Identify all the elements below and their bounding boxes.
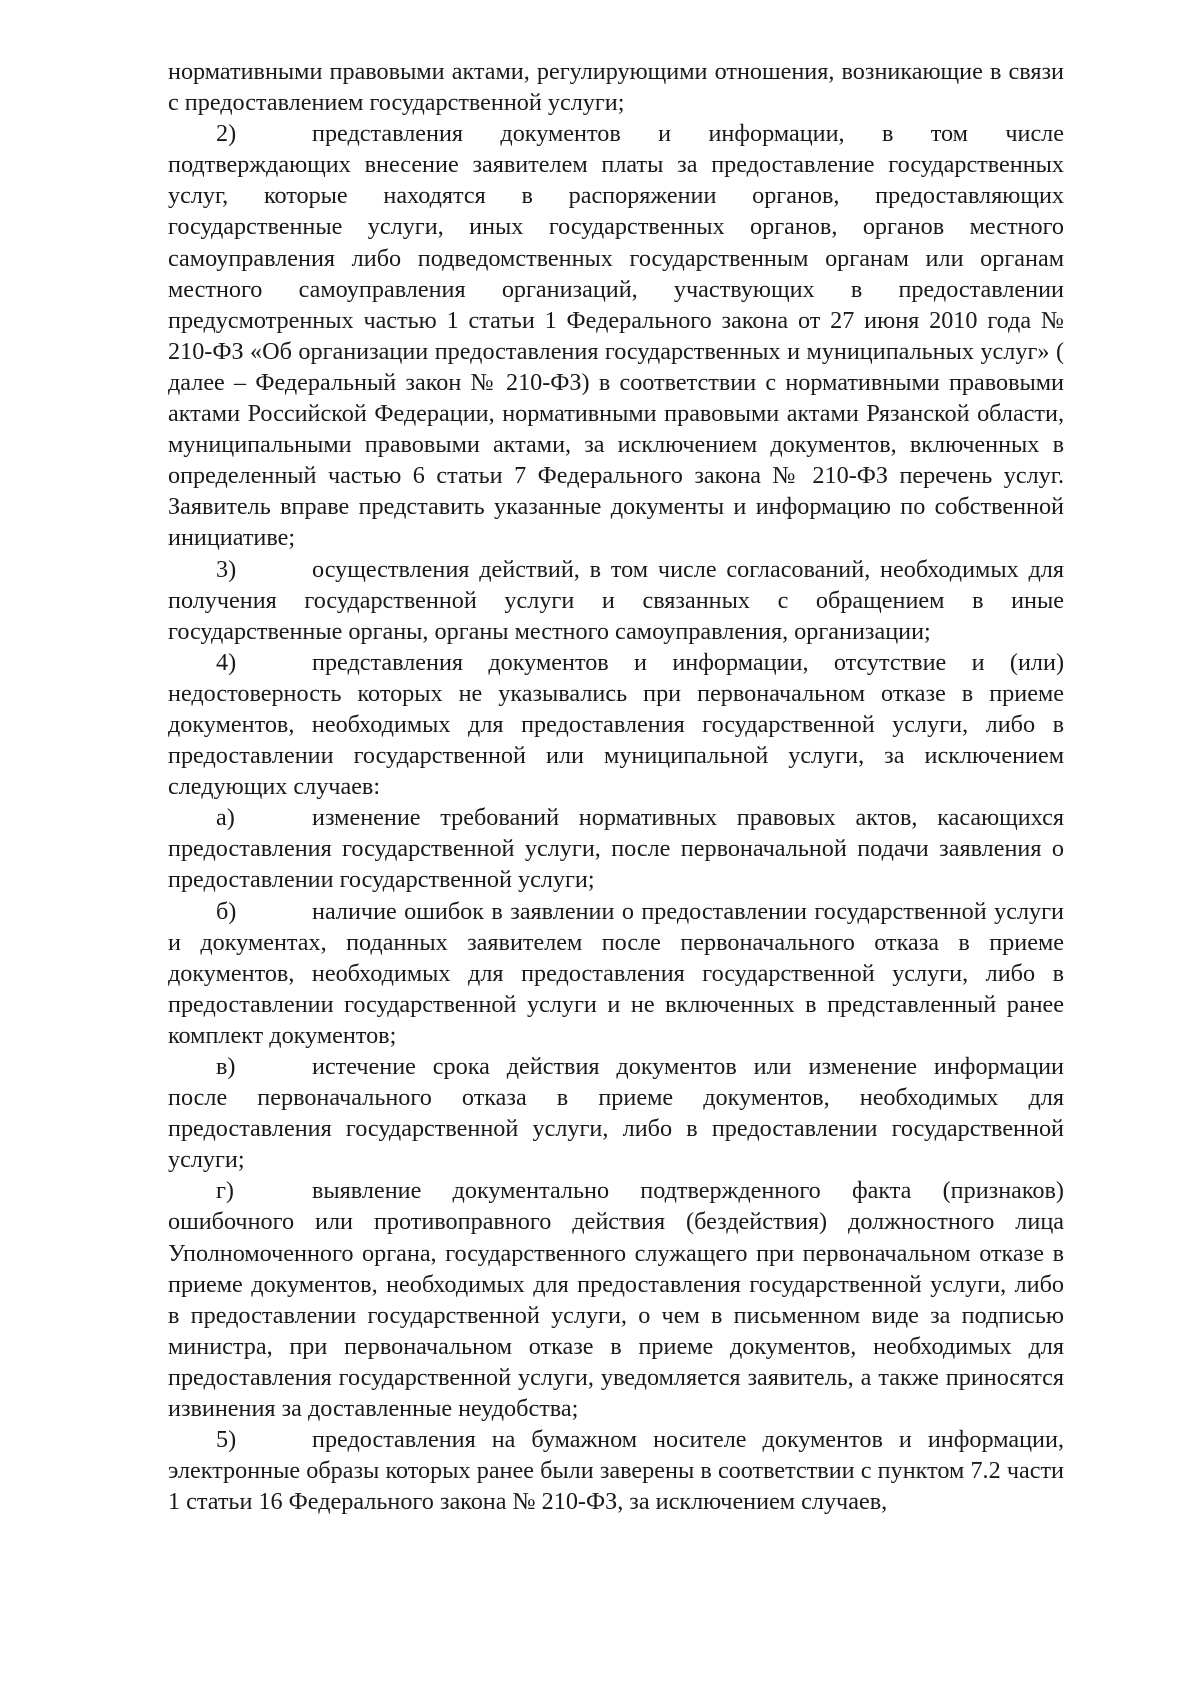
item-text: наличие ошибок в заявлении о предоставлении государственной услуги и документах, поданных заявителем после первоначального отказа в приеме документов, необходимых для предоставления государственной услуги, либо в предоставлении государственной услуги и не включенных в представленный ранее комплект документов; — [168, 897, 1064, 1049]
document-page — [168, 56, 1064, 1517]
item-marker: б) — [216, 897, 237, 925]
list-item-3 — [168, 554, 1064, 647]
item-text: изменение требований нормативных правовых актов, касающихся предоставления государственной услуги, после первоначальной подачи заявления о предоставлении государственной услуги; — [168, 804, 1064, 894]
list-item-v — [168, 1051, 1064, 1175]
list-item-g — [168, 1175, 1064, 1424]
item-text: представления документов и информации, отсутствие и (или) недостоверность которых не указывались при первоначальном отказе в приеме документов, необходимых для предоставления государственной услуги, либо в предоставлении государственной или муниципальной услуги, за исключением следующих случаев: — [168, 648, 1064, 801]
item-text: выявление документально подтвержденного факта (признаков) ошибочного или противоправного действия (бездействия) должностного лица Уполномоченного органа, государственного служащего при первоначальном отказе в приеме документов, необходимых для предоставления государственной услуги, либо в предоставлении государственной услуги, о чем в письменном виде за подписью министра, при первоначальном отказе в приеме документов, необходимых для предоставления государственной услуги, уведомляется заявитель, а также приносятся извинения за доставленные неудобства; — [168, 1177, 1064, 1423]
intro-paragraph: нормативными правовыми актами, регулирующими отношения, возникающие в связи с предоставлением государственной услуги; — [168, 58, 1064, 117]
item-marker: 3) — [216, 555, 237, 583]
item-text: осуществления действий, в том числе согласований, необходимых для получения государственной услуги и связанных с обращением в иные государственные органы, органы местного самоуправления, организации; — [168, 555, 1064, 645]
item-marker: г) — [216, 1177, 234, 1205]
list-item-4 — [168, 647, 1064, 802]
list-item-a — [168, 802, 1064, 895]
item-text: предоставления на бумажном носителе документов и информации, электронные образы которых ранее были заверены в соответствии с пунктом 7.2 части 1 статьи 16 Федерального закона № 210-ФЗ, за исключением случаев, — [168, 1426, 1064, 1516]
list-item-2 — [168, 118, 1064, 553]
item-text: истечение срока действия документов или изменение информации после первоначального отказа в приеме документов, необходимых для предоставления государственной услуги, либо в предоставлении государственной услуги; — [168, 1053, 1064, 1174]
item-marker: в) — [216, 1053, 236, 1080]
item-marker: а) — [216, 804, 235, 832]
item-marker: 4) — [216, 648, 237, 676]
list-item-5 — [168, 1424, 1064, 1517]
item-marker: 2) — [216, 120, 237, 148]
list-item-b — [168, 896, 1064, 1051]
item-text: представления документов и информации, в том числе подтверждающих внесение заявителем платы за предоставление государственных услуг, которые находятся в распоряжении органов, предоставляющих государственные услуги, иных государственных органов, органов местного самоуправления либо подведомственных государственным органам или органам местного самоуправления организаций, участвующих в предоставлении предусмотренных частью 1 статьи 1 Федерального закона от 27 июня 2010 года № 210-ФЗ «Об организации предоставления государственных и муниципальных услуг» ( далее – Федеральный закон № 210-ФЗ) в соответствии с нормативными правовыми актами Российской Федерации, нормативными правовыми актами Рязанской области, муниципальными правовыми актами, за исключением документов, включенных в определенный частью 6 статьи 7 Федерального закона № 210-ФЗ перечень услуг. Заявитель вправе представить указанные документы и информацию по собственной инициативе; — [168, 120, 1064, 552]
item-marker: 5) — [216, 1426, 237, 1454]
